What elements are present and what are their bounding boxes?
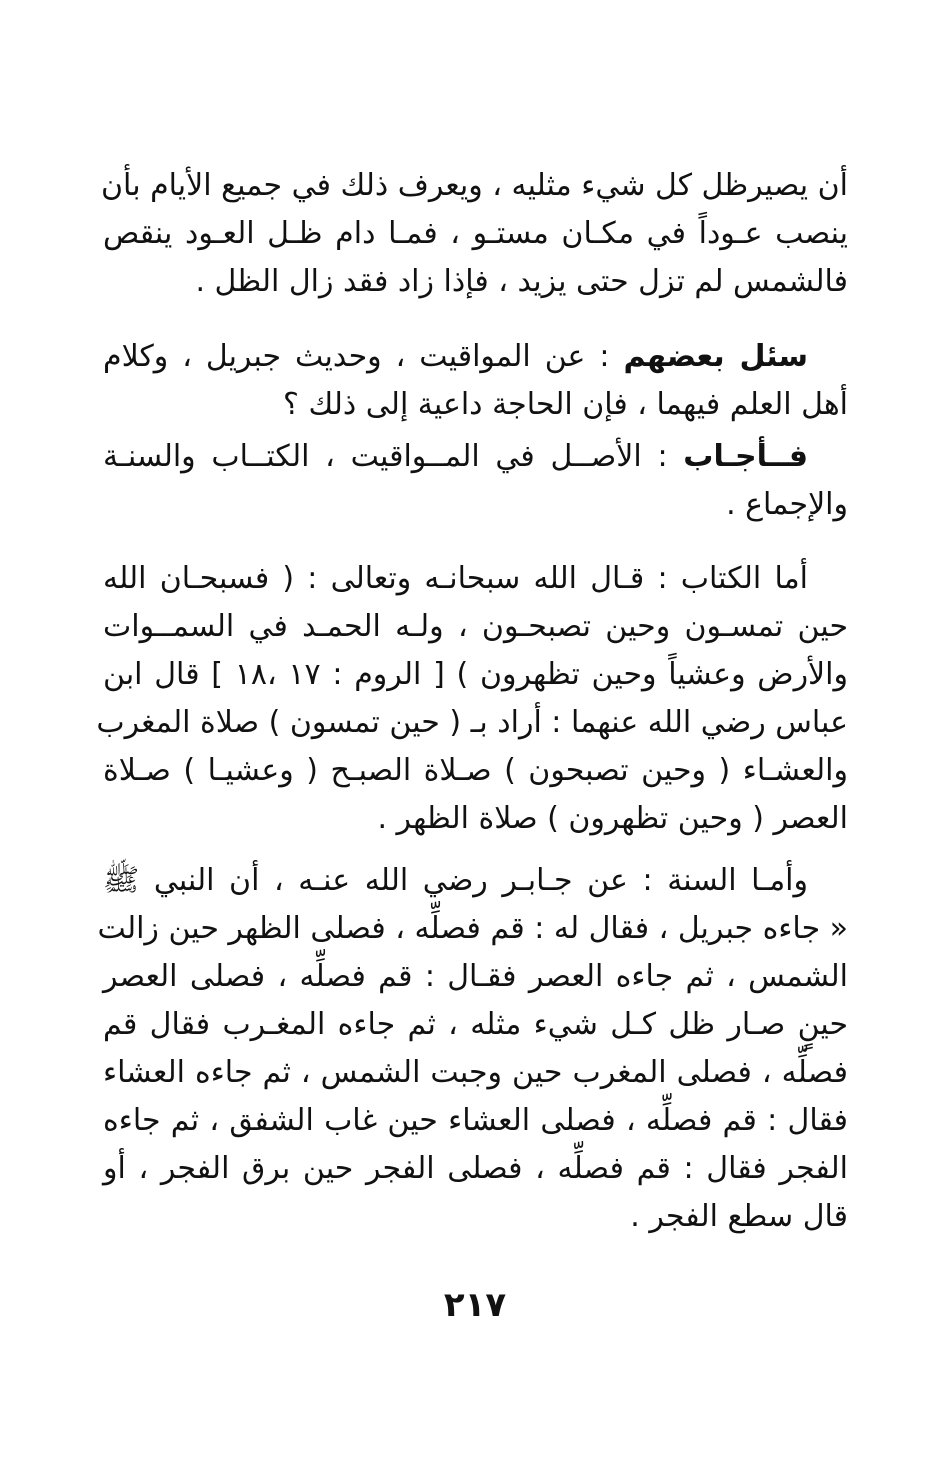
answer-text: : الأصــل في المــواقيت ، الكتــاب والسنـة bbox=[103, 439, 684, 474]
paragraph-sunnah-evidence bbox=[97, 857, 848, 1241]
text-line: والإجماع . bbox=[726, 487, 848, 522]
text-line: « جاءه جبريل ، فقال له : قم فصلِّه ، فصلى الظهر حين زالت bbox=[97, 911, 848, 946]
text-line: والعشـاء ( وحين تصبحون ) صـلاة الصبـح ( وعشيـا ) صـلاة bbox=[103, 753, 848, 788]
text-line: أن يصيرظل كل شيء مثليه ، ويعرف ذلك في جميع الأيام بأن bbox=[101, 168, 848, 203]
text-line: أما الكتاب : قـال الله سبحانـه وتعالى : ( فسبحـان الله bbox=[103, 561, 808, 596]
text-line: ينصب عـوداً في مكـان مستـو ، فمـا دام ظـل العـود ينقص bbox=[103, 216, 848, 251]
paragraph-answer bbox=[103, 433, 848, 529]
text-line: أهل العلم فيهما ، فإن الحاجة داعية إلى ذلك ؟ bbox=[283, 387, 848, 422]
text-line: حين تمسـون وحين تصبحـون ، ولـه الحمـد في السمــوات bbox=[103, 609, 848, 644]
text-line bbox=[103, 433, 848, 481]
question-lead: سئل بعضهم bbox=[623, 339, 808, 374]
text-line: فصلِّه ، فصلى المغرب حين وجبت الشمس ، ثم جاءه العشاء bbox=[103, 1055, 848, 1090]
text-line: والأرض وعشياً وحين تظهرون ) [ الروم : ١٧ ،١٨ ] قال ابن bbox=[103, 657, 848, 692]
text-line: عباس رضي الله عنهما : أراد بـ ( حين تمسون ) صلاة المغرب bbox=[96, 705, 848, 740]
text-line: العصر ( وحين تظهرون ) صلاة الظهر . bbox=[377, 801, 848, 836]
text-line: الفجر فقال : قم فصلِّه ، فصلى الفجر حين برق الفجر ، أو bbox=[103, 1151, 848, 1186]
text-line: قال سطع الفجر . bbox=[630, 1199, 848, 1234]
paragraph-book-evidence bbox=[96, 555, 848, 843]
answer-lead: فــأجـاب bbox=[683, 439, 808, 474]
paragraph-shadow-measure bbox=[103, 162, 848, 306]
text-line: وأمـا السنة : عن جـابـر رضي الله عنـه ، أن النبي ﷺ bbox=[103, 863, 808, 898]
page-number: ٢١٧ bbox=[443, 1285, 507, 1325]
text-line: فالشمس لم تزل حتى يزيد ، فإذا زاد فقد زال الظل . bbox=[195, 264, 848, 299]
text-line: فقال : قم فصلِّه ، فصلى العشاء حين غاب الشفق ، ثم جاءه bbox=[103, 1103, 848, 1138]
question-text: : عن المواقيت ، وحديث جبريل ، وكلام bbox=[103, 339, 624, 374]
text-line: الشمس ، ثم جاءه العصر فقـال : قم فصلِّه ، فصلى العصر bbox=[103, 959, 848, 994]
text-line bbox=[103, 333, 848, 381]
text-line: حينٍ صـار ظل كـل شيء مثله ، ثم جاءه المغـرب فقال قم bbox=[103, 1007, 848, 1042]
paragraph-question bbox=[103, 333, 848, 429]
